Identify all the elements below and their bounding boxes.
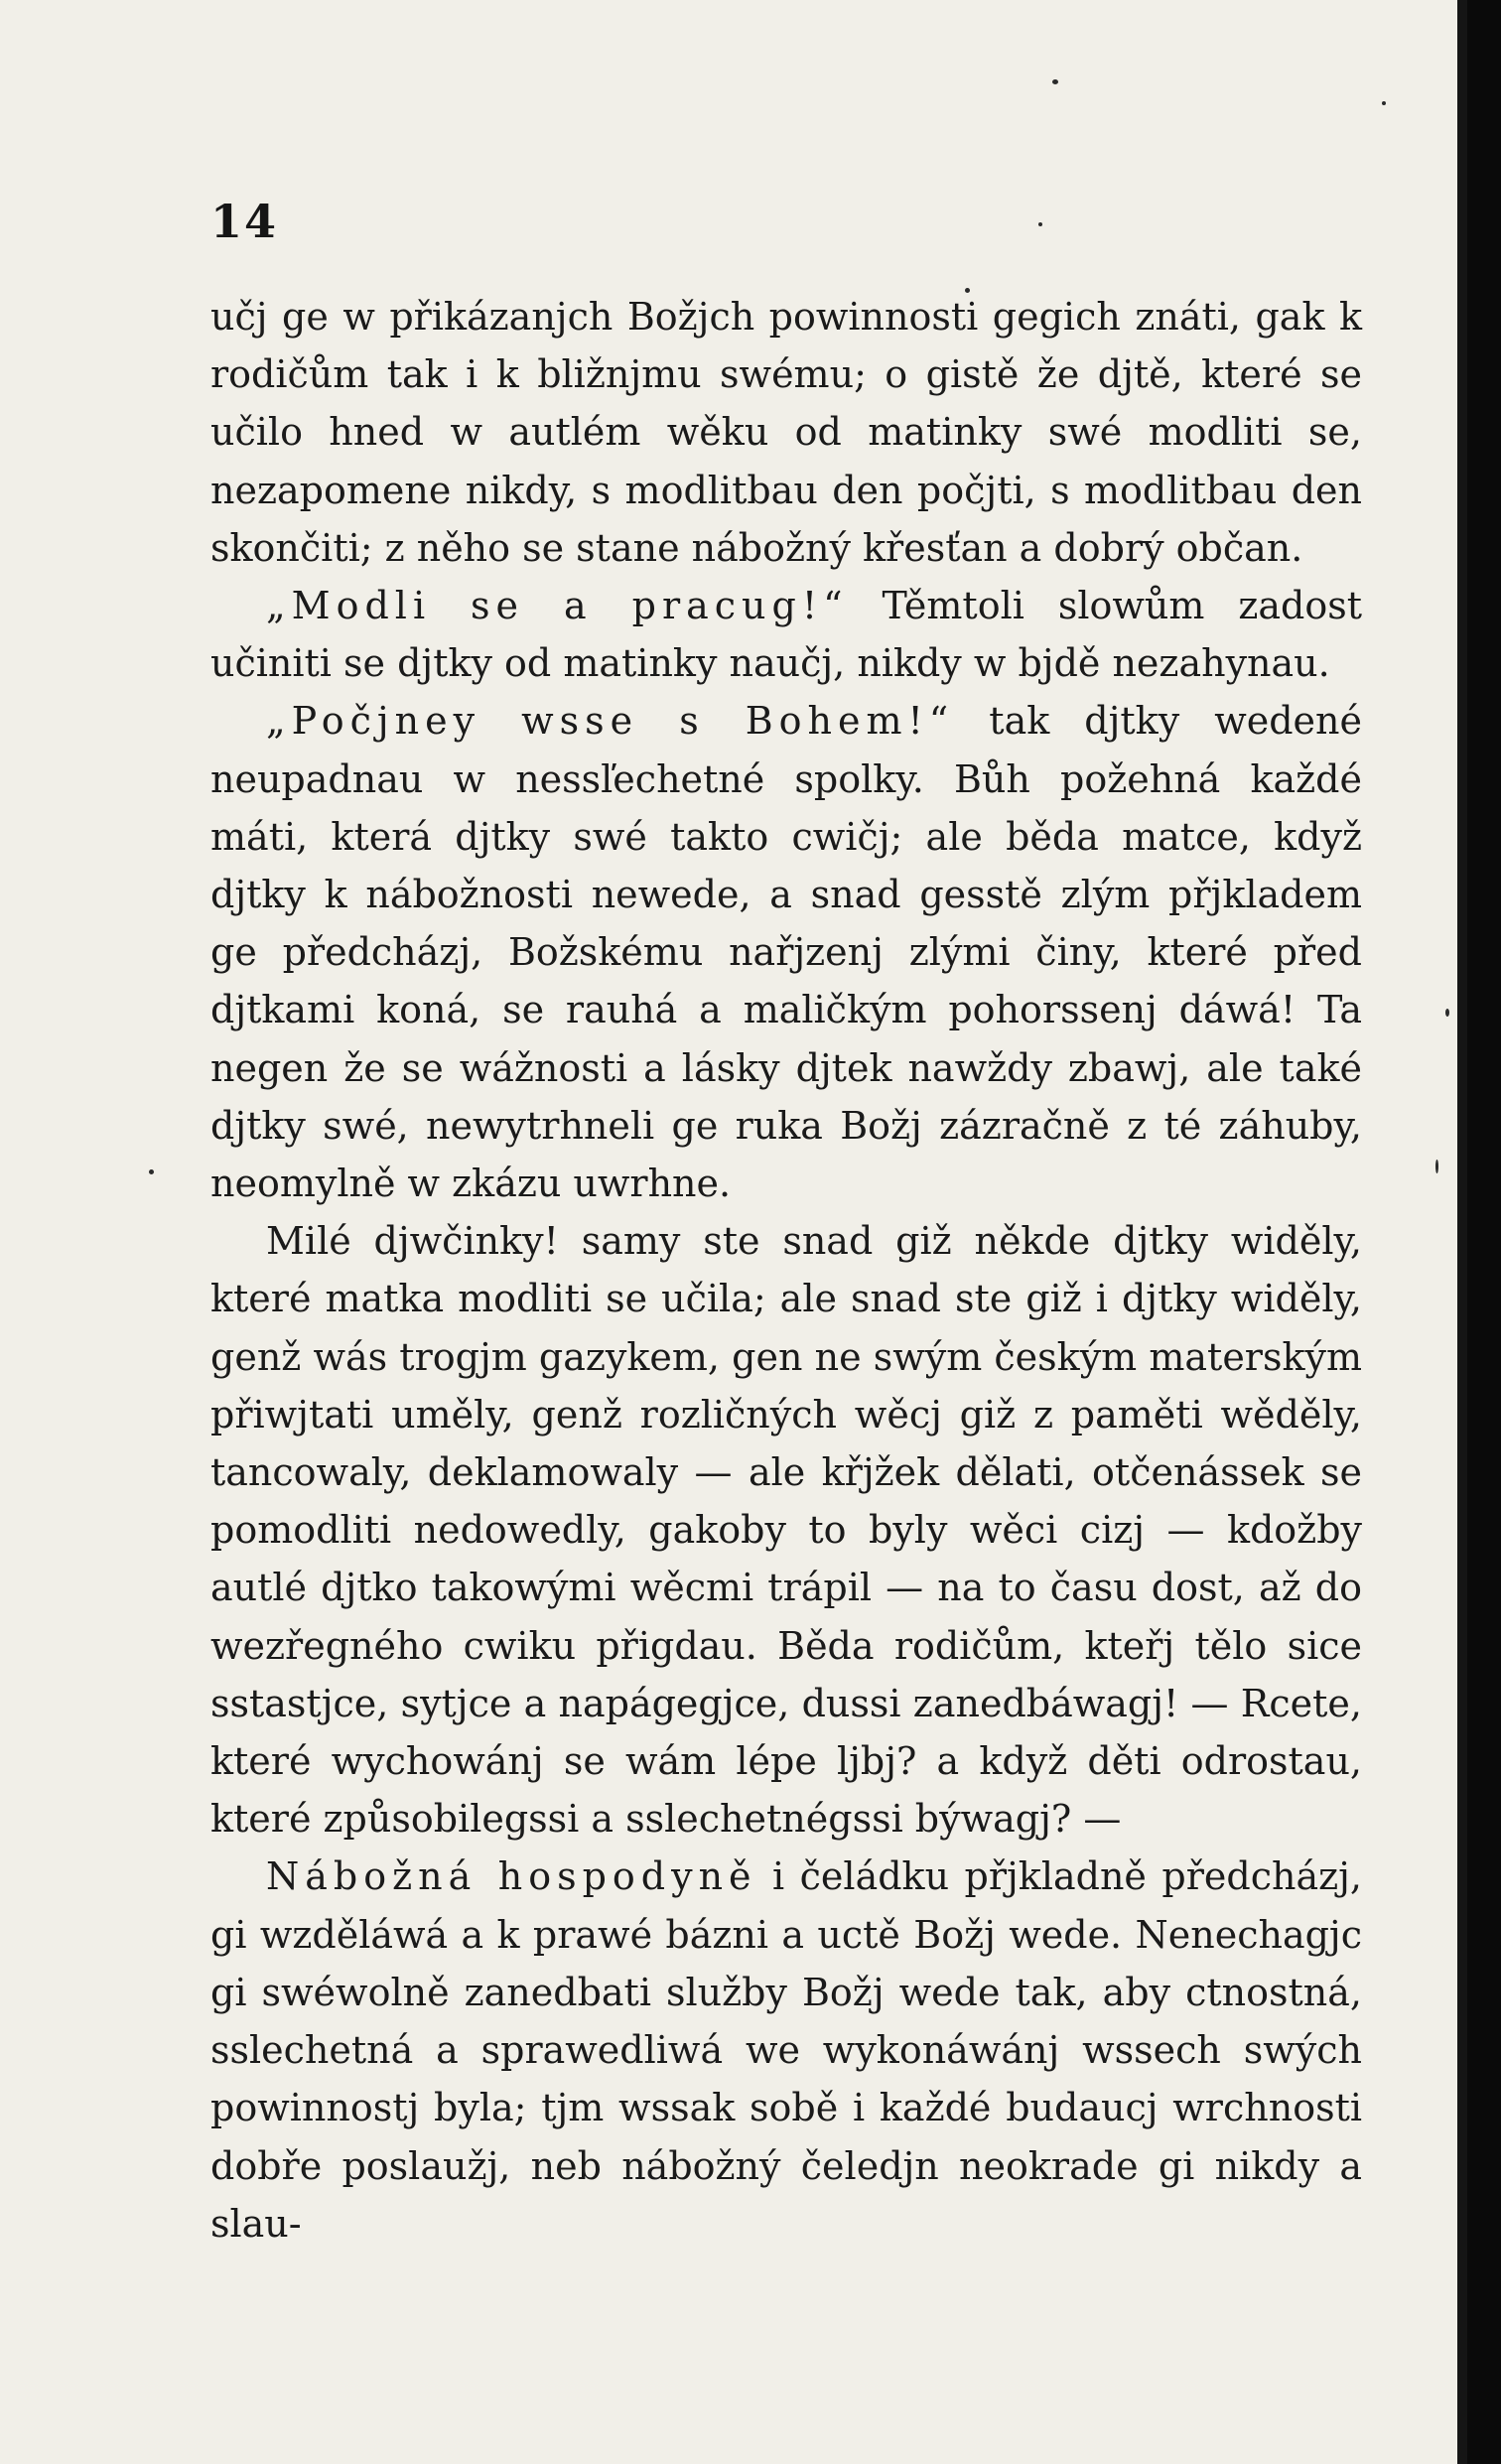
- paragraph-2-text: Těmtoli slowům zadost učiniti se djtky od matinky naučj, nikdy w bjdě nezahynau.: [210, 584, 1362, 686]
- paragraph-4-text: Milé djwčinky! samy ste snad giž někde djtky widěly, které matka modliti se učila; ale snad ste giž i djtky widěly, genž wás trogjm gazykem, gen ne swým českým materským přiwjtati uměly, genž rozličných wěcj giž z paměti wěděly, tancowaly, deklamowaly — ale křjžek dělati, otčenássek se pomodliti nedowedly, gakoby to byly wěci cizj — kdožby autlé djtko takowými wěcmi trápil — na to času dost, až do wezřegného cwiku přigdau. Běda rodičům, kteřj tělo sice sstastjce, sytjce a napágegjce, dussi zanedbáwagj! — Rcete, které wychowánj se wám lépe ljbj? a když děti odrostau, které způsobilegssi a sslechetnégssi býwagj? —: [210, 1219, 1362, 1842]
- paragraph-1-text: učj ge w přikázanjch Božjch powinnosti gegich znáti, gak k rodičům tak i k bližnjmu swému; o gistě že djtě, které se učilo hned w autlém wěku od matinky swé modliti se, nezapomene nikdy, s modlitbau den počjti, s modlitbau den skončiti; z něho se stane nábožný křesťan a dobrý občan.: [210, 295, 1362, 570]
- paragraph-5: [210, 1848, 1362, 2252]
- paper-speck: [1445, 1009, 1449, 1017]
- paragraph-2-spaced-phrase: „Modli se a pracug!“: [266, 584, 849, 628]
- paragraph-2: [210, 577, 1362, 692]
- paper-speck: [1382, 101, 1386, 105]
- scan-border: [1467, 0, 1501, 2464]
- paragraph-1: [210, 288, 1362, 577]
- page-edge-rule: [1457, 0, 1467, 2464]
- paper-speck: [1435, 1160, 1438, 1173]
- paragraph-3: [210, 692, 1362, 1212]
- page-number: 14: [210, 195, 279, 248]
- paragraph-3-spaced-phrase: „Počjney wsse s Bohem!“: [266, 699, 955, 744]
- body-text: [210, 288, 1362, 2253]
- paragraph-5-text: i čeládku přjkladně předcházj, gi wzděláwá a k prawé bázni a uctě Božj wede. Nenechagjc gi swéwolně zanedbati služby Božj wede tak, aby ctnostná, sslechetná a sprawedliwá we wykonáwánj wssech swých powinnostj byla; tjm wssak sobě i každé budaucj wrchnosti dobře poslaužj, neb nábožný čeledjn neokrade gi nikdy a slau-: [210, 1854, 1362, 2246]
- paper-speck: [965, 288, 970, 293]
- paper-speck: [149, 1169, 154, 1174]
- paragraph-5-spaced-phrase: Nábožná hospodyně: [266, 1854, 757, 1899]
- paper-speck: [1038, 222, 1042, 226]
- paragraph-3-text: tak djtky wedené neupadnau w nessľechetné spolky. Bůh požehná každé máti, která djtky swé takto cwičj; ale běda matce, když djtky k nábožnosti newede, a snad gesstě zlým přjkladem ge předcházj, Božskému nařjzenj zlými činy, které před djtkami koná, se rauhá a maličkým pohorssenj dáwá! Ta negen že se wážnosti a lásky djtek nawždy zbawj, ale také djtky swé, newytrhneli ge ruka Božj zázračně z té záhuby, neomylně w zkázu uwrhne.: [210, 699, 1362, 1206]
- paragraph-4: [210, 1212, 1362, 1848]
- paper-speck: [1052, 79, 1058, 84]
